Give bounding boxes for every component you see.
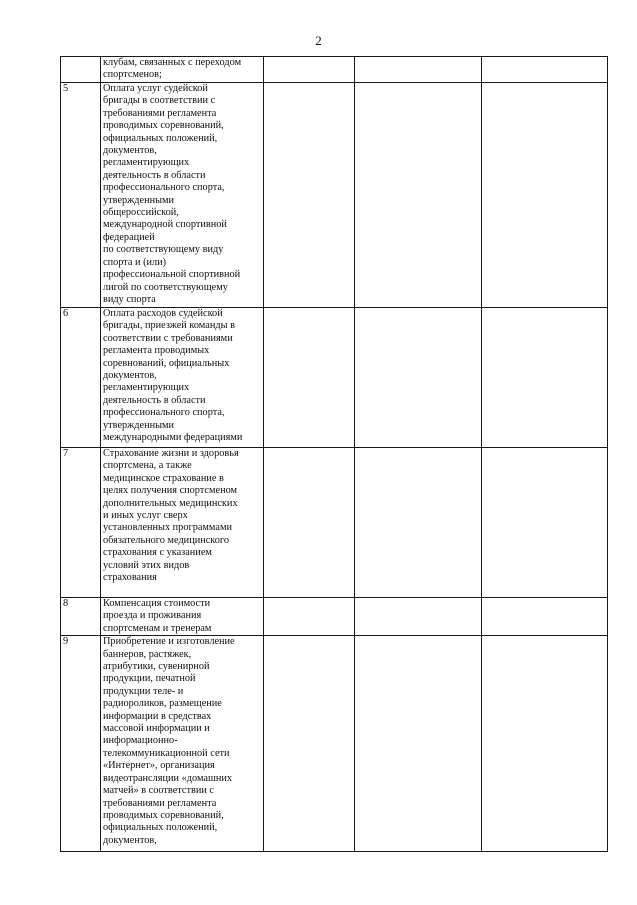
empty-cell <box>482 636 608 852</box>
description-line: телекоммуникационной сети <box>103 747 230 759</box>
description-line: обязательного медицинского <box>103 534 230 546</box>
description-line: целях получения спортсменом <box>103 485 238 497</box>
description-line: бригады, приезжей команды в <box>103 320 235 332</box>
description-line: документов, <box>103 370 157 382</box>
row-description <box>101 308 264 448</box>
empty-cell <box>264 598 355 636</box>
description-line: радиороликов, размещение <box>103 698 222 710</box>
empty-cell <box>482 83 608 308</box>
description-line: продукции теле- и <box>103 685 184 697</box>
row-number <box>61 57 101 83</box>
description-line: по соответствующему виду <box>103 244 224 256</box>
description-line: матчей» в соответствии с <box>103 785 214 797</box>
description-line: спорта и (или) <box>103 256 167 268</box>
table-row <box>61 308 608 448</box>
description-line: регламента проводимых <box>103 345 210 357</box>
row-number: 8 <box>61 598 101 636</box>
description-line: официальных положений, <box>103 132 218 144</box>
description-line: профессионального спорта, <box>103 407 225 419</box>
row-number: 7 <box>61 448 101 598</box>
description-line: профессионального спорта, <box>103 182 225 194</box>
empty-cell <box>482 308 608 448</box>
description-line: регламентирующих <box>103 382 190 394</box>
description-line: деятельность в области <box>103 169 206 181</box>
empty-cell <box>264 308 355 448</box>
row-description <box>101 448 264 598</box>
description-line: международной спортивной <box>103 219 227 231</box>
page-number: 2 <box>315 33 322 48</box>
table-row <box>61 448 608 598</box>
empty-cell <box>355 636 482 852</box>
description-line: проезда и проживания <box>103 610 202 622</box>
empty-cell <box>264 57 355 83</box>
empty-cell <box>264 448 355 598</box>
row-number: 9 <box>61 636 101 852</box>
description-line: «Интернет», организация <box>103 760 215 772</box>
empty-cell <box>264 83 355 308</box>
empty-cell <box>355 57 482 83</box>
description-line: страхования <box>103 572 157 584</box>
description-line: спортсмена, а также <box>103 460 192 472</box>
description-line: информации в средствах <box>103 710 212 722</box>
empty-cell <box>482 448 608 598</box>
description-line: условий этих видов <box>103 559 190 571</box>
description-line: массовой информации и <box>103 723 210 735</box>
row-description <box>101 57 264 83</box>
description-line: соответствии с требованиями <box>103 332 233 344</box>
row-description <box>101 636 264 852</box>
description-line: продукции, печатной <box>103 673 196 685</box>
description-line: документов, <box>103 145 157 157</box>
empty-cell <box>355 83 482 308</box>
row-number: 5 <box>61 83 101 308</box>
description-line: утвержденными <box>103 194 175 206</box>
description-line: соревнований, официальных <box>103 357 230 369</box>
empty-cell <box>355 598 482 636</box>
description-line: страхования с указанием <box>103 547 212 559</box>
description-line: клубам, связанных с переходом <box>103 57 242 68</box>
description-line: международными федерациями <box>103 432 243 444</box>
description-line: требованиями регламента <box>103 107 217 119</box>
description-line: Оплата расходов судейской <box>103 308 223 319</box>
description-line: виду спорта <box>103 293 156 305</box>
description-line: атрибутики, сувенирной <box>103 661 210 673</box>
description-line: общероссийской, <box>103 207 179 219</box>
description-line: видеотрансляции «домашних <box>103 772 233 784</box>
description-line: Оплата услуг судейской <box>103 83 208 94</box>
empty-cell <box>264 636 355 852</box>
description-line: спортсменов; <box>103 69 162 81</box>
description-line: лигой по соответствующему <box>103 281 228 293</box>
row-description <box>101 83 264 308</box>
description-line: медицинское страхование в <box>103 472 224 484</box>
expenses-table-body <box>61 57 608 852</box>
description-line: информационно- <box>103 735 178 747</box>
empty-cell <box>482 598 608 636</box>
description-line: баннеров, растяжек, <box>103 648 192 660</box>
description-line: бригады в соответствии с <box>103 95 216 107</box>
description-line: документов, <box>103 834 157 846</box>
description-line: федерацией <box>103 231 155 243</box>
expenses-table <box>60 56 608 852</box>
table-row <box>61 83 608 308</box>
description-line: деятельность в области <box>103 394 206 406</box>
description-line: проводимых соревнований, <box>103 809 224 821</box>
table-row <box>61 598 608 636</box>
description-line: спортсменам и тренерам <box>103 622 212 634</box>
row-number: 6 <box>61 308 101 448</box>
description-line: и иных услуг сверх <box>103 510 188 522</box>
description-line: официальных положений, <box>103 822 218 834</box>
description-line: профессиональной спортивной <box>103 269 241 281</box>
row-description <box>101 598 264 636</box>
empty-cell <box>482 57 608 83</box>
empty-cell <box>355 448 482 598</box>
description-line: Приобретение и изготовление <box>103 636 235 648</box>
description-line: Страхование жизни и здоровья <box>103 448 239 459</box>
description-line: утвержденными <box>103 419 175 431</box>
description-line: регламентирующих <box>103 157 190 169</box>
table-row-continuation <box>61 57 608 83</box>
empty-cell <box>355 308 482 448</box>
description-line: Компенсация стоимости <box>103 598 211 609</box>
description-line: требованиями регламента <box>103 797 217 809</box>
description-line: дополнительных медицинских <box>103 497 238 509</box>
table-row <box>61 636 608 852</box>
description-line: установленных программами <box>103 522 232 534</box>
description-line: проводимых соревнований, <box>103 120 224 132</box>
